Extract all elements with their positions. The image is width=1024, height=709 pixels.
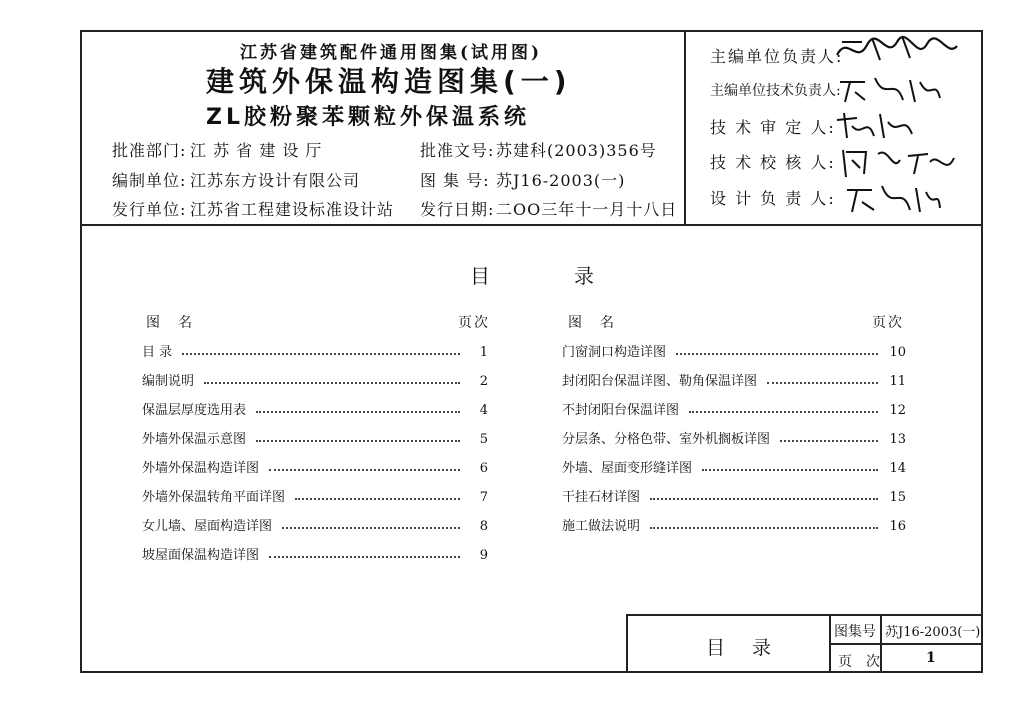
leader-dots	[650, 527, 878, 529]
toc-entry-page: 6	[479, 461, 488, 476]
page-title: 建筑外保温构造图集(一)	[206, 65, 572, 98]
toc-entry-page: 15	[889, 490, 906, 505]
leader-dots	[269, 556, 460, 558]
tech-approver-label: 技 术 审 定 人:	[710, 118, 836, 137]
signature-1	[832, 30, 962, 70]
toc-entry[interactable]	[562, 398, 906, 418]
page-no-block-value: 1	[926, 650, 936, 666]
issue-date-label: 发行日期:	[420, 200, 495, 219]
toc-entry[interactable]	[142, 514, 488, 534]
toc-entry-page: 5	[479, 432, 488, 447]
right-col-name-header: 图 名	[568, 315, 616, 331]
toc-entry-name: 分层条、分格色带、室外机搁板详图	[562, 432, 771, 447]
leader-dots	[702, 469, 878, 471]
leader-dots	[256, 411, 460, 413]
toc-entry-page: 8	[479, 519, 488, 534]
toc-entry-page: 2	[479, 374, 488, 389]
leader-dots	[269, 469, 460, 471]
toc-entry[interactable]	[562, 340, 906, 360]
toc-entry[interactable]	[142, 427, 488, 447]
publisher-label: 发行单位:	[112, 200, 187, 219]
toc-entry[interactable]	[142, 398, 488, 418]
toc-entry-name: 施工做法说明	[562, 519, 641, 534]
atlas-no-block-value: 苏J16-2003(一)	[885, 625, 981, 640]
series-title: 江苏省建筑配件通用图集(试用图)	[240, 43, 543, 63]
toc-entry-page: 7	[479, 490, 488, 505]
toc-entry-name: 坡屋面保温构造详图	[142, 548, 260, 563]
atlas-no-block-label: 图集号	[834, 624, 876, 640]
toc-entry[interactable]	[562, 485, 906, 505]
toc-entry[interactable]	[562, 456, 906, 476]
leader-dots	[256, 440, 460, 442]
leader-dots	[295, 498, 460, 500]
tech-checker-label: 技 术 校 核 人:	[710, 153, 836, 172]
title-block-row-sep	[829, 643, 983, 645]
approval-dept-value: 江 苏 省 建 设 厅	[190, 141, 323, 160]
publisher-value: 江苏省工程建设标准设计站	[190, 200, 395, 219]
toc-entry-name: 外墙外保温构造详图	[142, 461, 260, 476]
issue-date-value: 二OO三年十一月十八日	[496, 200, 678, 219]
sheet-title: 目 录	[706, 637, 776, 659]
approval-dept-label: 批准部门:	[112, 141, 187, 160]
leader-dots	[676, 353, 878, 355]
left-col-page-header: 页次	[458, 315, 490, 331]
toc-entry-name: 目 录	[142, 345, 173, 360]
toc-entry-name: 保温层厚度选用表	[142, 403, 247, 418]
design-lead-label: 设 计 负 责 人:	[710, 189, 836, 208]
toc-entry-name: 不封闭阳台保温详图	[562, 403, 680, 418]
toc-entry-name: 外墙外保温示意图	[142, 432, 247, 447]
atlas-no-value: 苏J16-2003(一)	[496, 171, 626, 190]
toc-entry-page: 9	[479, 548, 488, 563]
toc-entry-name: 编制说明	[142, 374, 195, 389]
signature-divider	[684, 30, 686, 225]
toc-entry-name: 外墙、屋面变形缝详图	[562, 461, 693, 476]
page-subtitle: ZL胶粉聚苯颗粒外保温系统	[206, 105, 530, 130]
toc-entry-page: 4	[479, 403, 488, 418]
atlas-no-label: 图 集 号:	[420, 171, 490, 190]
chief-unit-head-label: 主编单位负责人:	[710, 47, 844, 66]
header-divider	[80, 224, 983, 226]
approval-no-value: 苏建科(2003)356号	[496, 141, 657, 160]
toc-entry-page: 16	[889, 519, 906, 534]
leader-dots	[689, 411, 878, 413]
toc-entry-name: 女儿墙、屋面构造详图	[142, 519, 273, 534]
title-block-left	[626, 614, 628, 673]
page-no-block-label: 页 次	[838, 654, 880, 670]
toc-entry-page: 10	[889, 345, 906, 360]
leader-dots	[282, 527, 460, 529]
signature-3	[832, 108, 922, 144]
toc-entry-page: 1	[479, 345, 488, 360]
toc-entry[interactable]	[142, 456, 488, 476]
left-col-name-header: 图 名	[146, 315, 194, 331]
title-block-top	[626, 614, 983, 616]
leader-dots	[204, 382, 460, 384]
toc-heading-left: 目	[470, 264, 490, 288]
toc-entry-page: 11	[889, 374, 906, 389]
signature-5	[842, 180, 942, 220]
approval-no-label: 批准文号:	[420, 141, 495, 160]
compiler-label: 编制单位:	[112, 171, 187, 190]
toc-entry-name: 干挂石材详图	[562, 490, 641, 505]
toc-entry-page: 13	[889, 432, 906, 447]
toc-entry[interactable]	[142, 543, 488, 563]
toc-entry-name: 外墙外保温转角平面详图	[142, 490, 286, 505]
toc-entry[interactable]	[562, 369, 906, 389]
compiler-value: 江苏东方设计有限公司	[190, 171, 361, 190]
toc-entry[interactable]	[142, 340, 488, 360]
leader-dots	[650, 498, 878, 500]
toc-entry[interactable]	[142, 369, 488, 389]
toc-entry[interactable]	[142, 485, 488, 505]
leader-dots	[182, 353, 460, 355]
chief-unit-tech-head-label: 主编单位技术负责人:	[710, 83, 841, 99]
right-col-page-header: 页次	[872, 315, 904, 331]
signature-2	[835, 72, 945, 108]
toc-entry[interactable]	[562, 514, 906, 534]
toc-heading-right: 录	[574, 264, 594, 288]
leader-dots	[767, 382, 878, 384]
toc-entry-name: 封闭阳台保温详图、勒角保温详图	[562, 374, 758, 389]
toc-entry-page: 14	[889, 461, 906, 476]
toc-entry-name: 门窗洞口构造详图	[562, 345, 667, 360]
signature-4	[838, 142, 958, 182]
toc-entry-page: 12	[889, 403, 906, 418]
leader-dots	[780, 440, 878, 442]
toc-entry[interactable]	[562, 427, 906, 447]
